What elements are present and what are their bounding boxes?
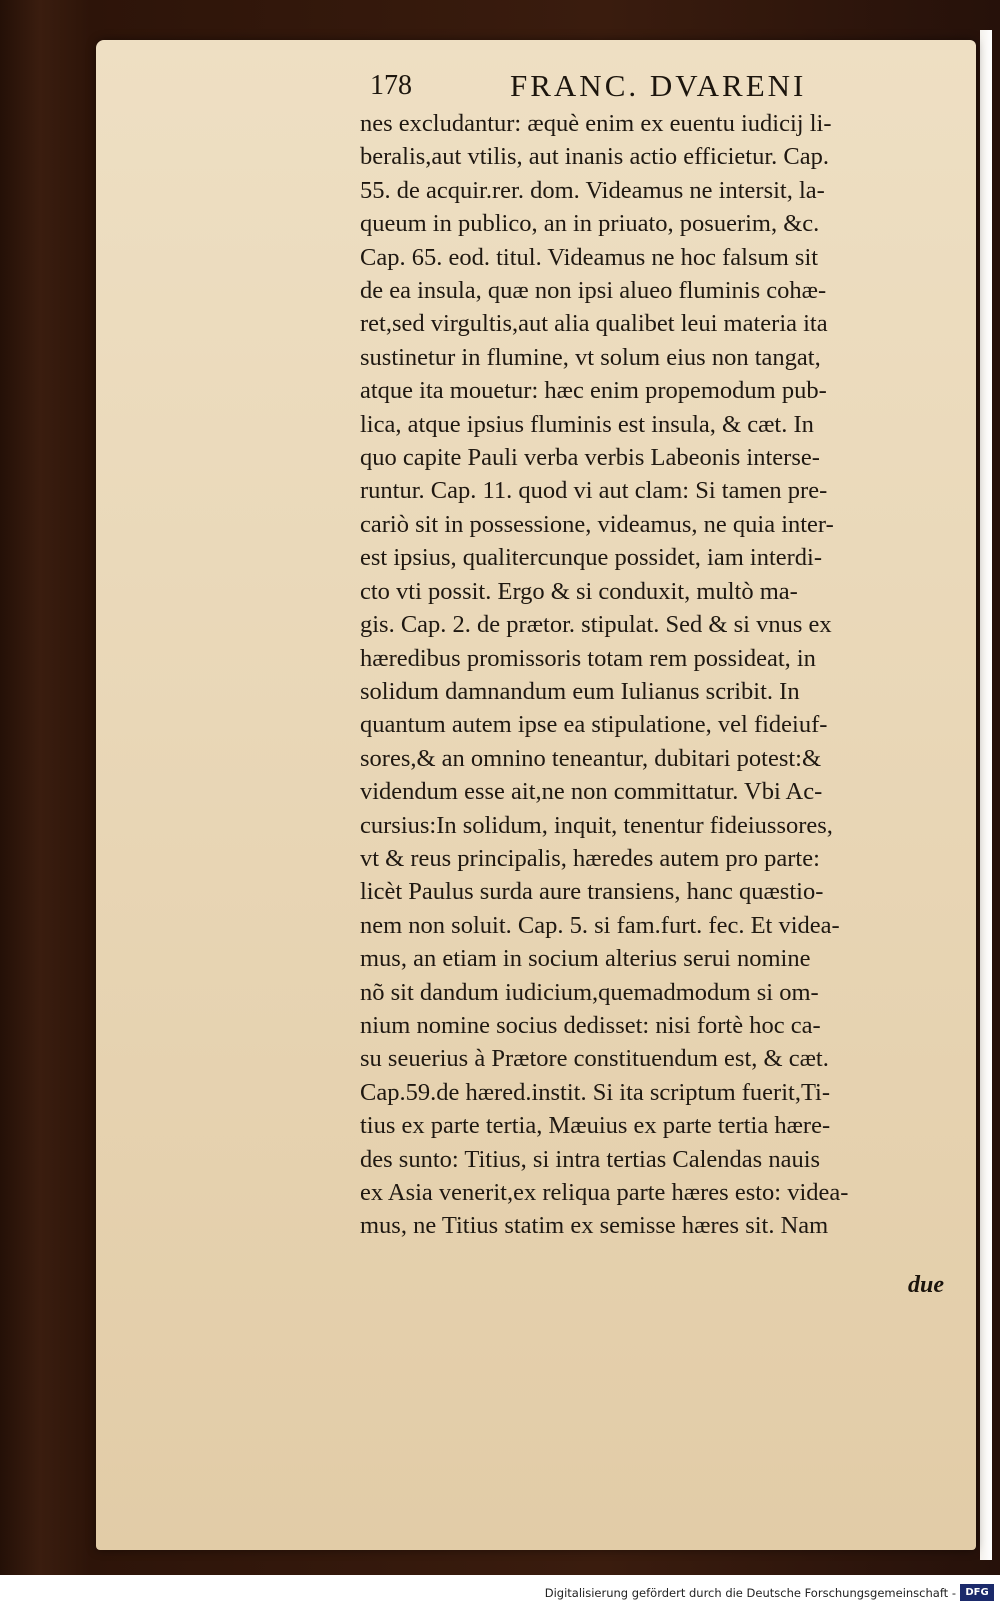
text-line: ex Asia venerit,ex reliqua parte hæres esto: videa- (360, 1179, 849, 1206)
text-line: gis. Cap. 2. de prætor. stipulat. Sed & si vnus ex (360, 611, 832, 639)
text-line: vt & reus principalis, hæredes autem pro parte: (360, 844, 820, 872)
catchword: due (908, 1272, 944, 1298)
text-line: mus, an etiam in socium alterius serui nomine (360, 945, 811, 973)
text-line: licèt Paulus surda aure transiens, hanc quæstio- (360, 878, 824, 906)
page-number: 178 (370, 70, 412, 101)
text-line: quo capite Pauli verba verbis Labeonis interse- (360, 444, 820, 472)
text-line: sores,& an omnino teneantur, dubitari potest:& (360, 744, 822, 772)
text-line: atque ita mouetur: hæc enim propemodum pub- (360, 377, 827, 405)
dfg-logo: DFG (960, 1584, 994, 1601)
text-line: solidum damnandum eum Iulianus scribit. In (360, 677, 800, 705)
text-line: 55. de acquir.rer. dom. Videamus ne intersit, la- (360, 176, 825, 204)
text-line: mus, ne Titius statim ex semisse hæres sit. Nam (360, 1212, 829, 1240)
text-line: quantum autem ipse ea stipulatione, vel fideiuf- (360, 711, 828, 739)
text-line: hæredibus promissoris totam rem possideat, in (360, 644, 816, 672)
body-text (360, 107, 975, 1243)
text-line: queum in publico, an in priuato, posuerim, &c. (360, 210, 820, 238)
scan-edge (980, 30, 992, 1560)
text-line: de ea insula, quæ non ipsi alueo fluminis cohæ- (360, 277, 827, 305)
text-line: nõ sit dandum iudicium,quemadmodum si om- (360, 978, 819, 1006)
text-line: runtur. Cap. 11. quod vi aut clam: Si tamen pre- (360, 477, 828, 505)
text-line: nes excludantur: æquè enim ex euentu iudicij li- (360, 110, 832, 137)
running-head: FRANC. DVARENI (510, 68, 807, 103)
text-line: nium nomine socius dedisset: nisi fortè hoc ca- (360, 1011, 821, 1039)
text-line: Cap. 65. eod. titul. Videamus ne hoc falsum sit (360, 243, 819, 271)
text-line: des sunto: Titius, si intra tertias Calendas nauis (360, 1145, 821, 1173)
text-line: cursius:In solidum, inquit, tenentur fideiussores, (360, 811, 833, 839)
text-line: nem non soluit. Cap. 5. si fam.furt. fec. Et videa- (360, 911, 840, 939)
text-line: cto vti possit. Ergo & si conduxit, multò ma- (360, 577, 798, 605)
footer-bar (0, 1575, 1000, 1611)
text-line: beralis,aut vtilis, aut inanis actio efficietur. Cap. (360, 143, 830, 171)
funding-credit: Digitalisierung gefördert durch die Deutsche Forschungsgemeinschaft - (544, 1586, 956, 1600)
text-line: su seuerius à Prætore constituendum est, & cæt. (360, 1045, 829, 1073)
text-line: ret,sed virgultis,aut alia qualibet leui materia ita (360, 310, 828, 338)
text-line: videndum esse ait,ne non committatur. Vbi Ac- (360, 778, 823, 806)
text-line: lica, atque ipsius fluminis est insula, & cæt. In (360, 410, 814, 438)
text-line: Cap.59.de hæred.instit. Si ita scriptum fuerit,Ti- (360, 1078, 831, 1106)
text-line: cariò sit in possessione, videamus, ne quia inter- (360, 510, 834, 538)
text-line: tius ex parte tertia, Mæuius ex parte tertia hære- (360, 1112, 831, 1140)
text-line: sustinetur in flumine, vt solum eius non tangat, (360, 343, 821, 371)
text-line: est ipsius, qualitercunque possidet, iam interdi- (360, 544, 823, 572)
